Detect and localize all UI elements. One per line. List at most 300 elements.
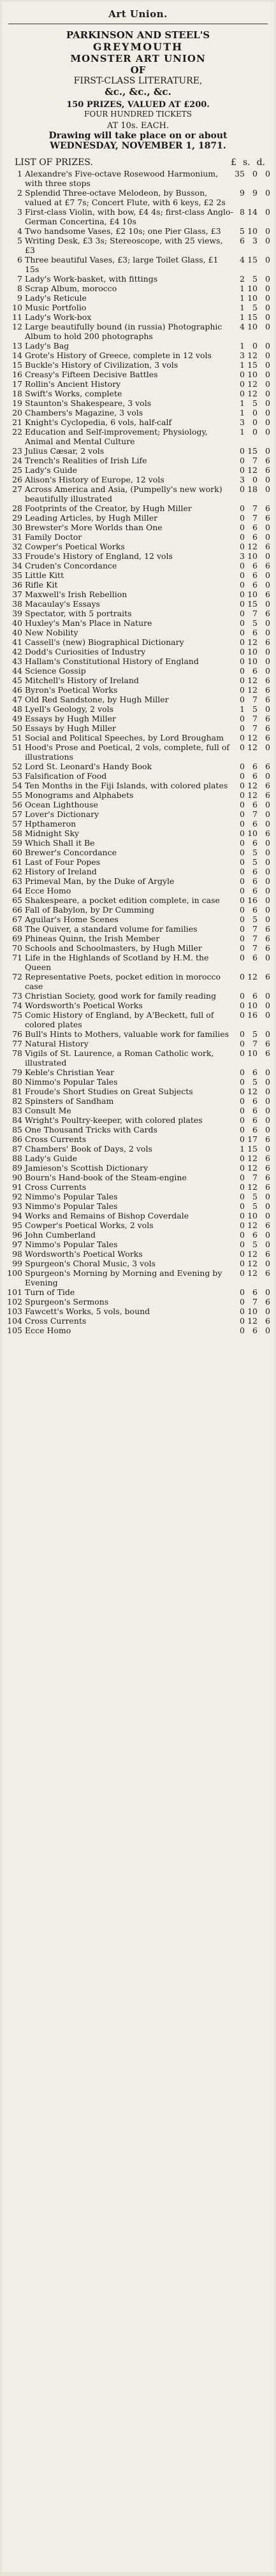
pounds: 0 xyxy=(240,1192,245,1201)
prize-description: Hpthameron xyxy=(25,819,76,829)
prize-description: Huxley's Man's Place in Nature xyxy=(25,618,152,628)
prize-value xyxy=(233,1211,270,1220)
pounds: 0 xyxy=(240,484,245,494)
prize-row xyxy=(6,800,270,809)
pence: 0 xyxy=(265,1326,270,1335)
shillings: 10 xyxy=(247,284,258,293)
pounds: 0 xyxy=(240,628,245,637)
prize-value xyxy=(233,1096,270,1106)
shillings: 12 xyxy=(247,637,258,647)
prize-description: Life in the Highlands of Scotland by H.M. the Queen xyxy=(25,953,209,972)
prize-description: Spinsters of Sandham xyxy=(25,1096,114,1106)
pounds: 0 xyxy=(240,714,245,723)
pence: 0 xyxy=(265,169,270,178)
prize-number: 78 xyxy=(12,1048,22,1058)
prize-row xyxy=(6,475,270,484)
prize-row xyxy=(6,723,270,733)
shillings: 10 xyxy=(247,590,258,599)
prize-number: 10 xyxy=(12,303,22,312)
prize-value xyxy=(233,723,270,733)
prize-description: Schools and Schoolmasters, by Hugh Miller xyxy=(25,943,202,953)
prize-number: 54 xyxy=(12,781,22,790)
prize-row xyxy=(6,637,270,647)
pounds: 0 xyxy=(240,513,245,523)
prize-row xyxy=(6,389,270,398)
prize-value xyxy=(233,628,270,637)
pence: 0 xyxy=(265,370,270,379)
prize-row xyxy=(6,456,270,465)
pounds: 1 xyxy=(240,312,245,322)
pence: 6 xyxy=(265,609,270,618)
pounds: 0 xyxy=(240,618,245,628)
pounds: 35 xyxy=(235,169,245,178)
prize-value xyxy=(233,590,270,599)
prize-value xyxy=(233,1326,270,1335)
pence: 6 xyxy=(265,723,270,733)
prize-description: Fall of Babylon, by Dr Cumming xyxy=(25,905,154,915)
prize-value xyxy=(233,1077,270,1087)
prize-value xyxy=(233,484,270,494)
prize-description: Lady's Guide xyxy=(25,465,78,475)
prize-number: 101 xyxy=(7,1287,22,1297)
prize-number: 28 xyxy=(12,503,22,513)
prize-row xyxy=(6,905,270,915)
shillings: 5 xyxy=(252,303,258,312)
shillings: 12 xyxy=(247,465,258,475)
pence: 0 xyxy=(265,284,270,293)
prize-number: 43 xyxy=(12,656,22,666)
shillings: 12 xyxy=(247,781,258,790)
prize-number: 48 xyxy=(12,704,22,714)
prize-value xyxy=(233,341,270,351)
prize-value xyxy=(233,1287,270,1297)
pounds: 1 xyxy=(240,341,245,351)
prize-value xyxy=(233,570,270,580)
prize-number: 16 xyxy=(12,370,22,379)
prize-list xyxy=(2,169,274,1335)
prize-row xyxy=(6,293,270,303)
prize-description: Lady's Guide xyxy=(25,1154,78,1163)
prize-value xyxy=(233,446,270,456)
shillings: 6 xyxy=(252,628,258,637)
prize-value xyxy=(233,618,270,628)
pence: 0 xyxy=(265,656,270,666)
prize-row xyxy=(6,408,270,417)
prize-row xyxy=(6,351,270,360)
pence: 6 xyxy=(265,733,270,742)
prize-description: Shakespeare, a pocket edition complete, in case xyxy=(25,895,220,905)
shillings: 17 xyxy=(247,1134,258,1144)
pence: 6 xyxy=(265,503,270,513)
pence: 0 xyxy=(265,303,270,312)
prize-description: Staunton's Shakespeare, 3 vols xyxy=(25,398,152,408)
pence: 0 xyxy=(265,1211,270,1220)
shillings: 7 xyxy=(252,924,258,934)
prize-value xyxy=(233,427,270,437)
pence: 6 xyxy=(265,790,270,800)
prize-description: Music Portfolio xyxy=(25,303,87,312)
prize-row xyxy=(6,714,270,723)
pence: 0 xyxy=(265,274,270,284)
pence-col: d. xyxy=(256,157,265,168)
prize-number: 75 xyxy=(12,1010,22,1020)
prize-description: Nimmo's Popular Tales xyxy=(25,1077,118,1087)
prize-value xyxy=(233,1039,270,1048)
pounds: 0 xyxy=(240,1125,245,1134)
pounds: 0 xyxy=(240,456,245,465)
pounds: 0 xyxy=(240,800,245,809)
prize-row xyxy=(6,886,270,895)
pence: 6 xyxy=(265,829,270,838)
pence: 0 xyxy=(265,475,270,484)
pence: 0 xyxy=(265,341,270,351)
shillings: 6 xyxy=(252,1287,258,1297)
pence: 6 xyxy=(265,513,270,523)
prize-value xyxy=(233,781,270,790)
shillings: 12 xyxy=(247,389,258,398)
pence: 6 xyxy=(265,695,270,704)
pounds: 0 xyxy=(240,1173,245,1182)
prize-description: Phineas Quinn, the Irish Member xyxy=(25,934,160,943)
pounds: 0 xyxy=(240,867,245,876)
prize-row xyxy=(6,1240,270,1249)
pence: 0 xyxy=(265,322,270,331)
currency-columns xyxy=(221,157,265,168)
pence: 0 xyxy=(265,1106,270,1115)
prize-row xyxy=(6,1154,270,1163)
prize-value xyxy=(233,1115,270,1125)
prize-row xyxy=(6,1211,270,1220)
prize-description: Ecce Homo xyxy=(25,886,71,895)
prize-description: Turn of Tide xyxy=(25,1287,75,1297)
shillings: 6 xyxy=(252,838,258,848)
shillings: 6 xyxy=(252,867,258,876)
prize-value xyxy=(233,1163,270,1173)
event-title: MONSTER ART UNION xyxy=(70,53,206,64)
prize-description: Rifle Kit xyxy=(25,580,58,590)
prize-value xyxy=(233,1001,270,1010)
prize-value xyxy=(233,561,270,570)
prize-description: Brewster's More Worlds than One xyxy=(25,523,163,532)
pence: 0 xyxy=(265,1001,270,1010)
prize-description: Maxwell's Irish Rebellion xyxy=(25,590,127,599)
prize-row xyxy=(6,284,270,293)
prize-row xyxy=(6,867,270,876)
shillings: 12 xyxy=(247,1163,258,1173)
prize-description: Froude's History of England, 12 vols xyxy=(25,551,173,561)
pounds: 0 xyxy=(240,561,245,570)
prize-description: Lady's Work-basket, with fittings xyxy=(25,274,158,284)
pence: 0 xyxy=(265,312,270,322)
pounds-col: £ xyxy=(231,157,236,168)
prize-description: Vigils of St. Laurence, a Roman Catholic work, illustrated xyxy=(25,1048,214,1067)
pence: 0 xyxy=(265,628,270,637)
prize-value xyxy=(233,360,270,370)
pence: 0 xyxy=(265,876,270,886)
shillings: 12 xyxy=(247,790,258,800)
prize-row xyxy=(6,609,270,618)
prize-row xyxy=(6,169,270,188)
prize-value xyxy=(233,704,270,714)
pence: 6 xyxy=(265,1163,270,1173)
prize-row xyxy=(6,1297,270,1306)
pence: 0 xyxy=(265,1240,270,1249)
prize-value xyxy=(233,1029,270,1039)
prize-description: Cowper's Poetical Works, 2 vols xyxy=(25,1220,154,1230)
pence: 0 xyxy=(265,618,270,628)
prize-row xyxy=(6,1001,270,1010)
prize-row xyxy=(6,1096,270,1106)
pence: 0 xyxy=(265,360,270,370)
pounds: 0 xyxy=(240,1182,245,1192)
pounds: 0 xyxy=(240,838,245,848)
pence: 6 xyxy=(265,1154,270,1163)
prize-value xyxy=(233,1249,270,1259)
prize-value xyxy=(233,1010,270,1020)
shillings: 7 xyxy=(252,1173,258,1182)
prize-value xyxy=(233,542,270,551)
prize-row xyxy=(6,590,270,599)
pounds: 0 xyxy=(240,1134,245,1144)
shillings: 0 xyxy=(252,475,258,484)
prize-number: 96 xyxy=(12,1230,22,1240)
prize-description: Hood's Prose and Poetical, 2 vols, complete, full of illustrations xyxy=(25,742,230,762)
prize-description: Froude's Short Studies on Great Subjects xyxy=(25,1087,193,1096)
prize-value xyxy=(233,943,270,953)
prize-value xyxy=(233,676,270,685)
pounds: 0 xyxy=(240,379,245,389)
shillings: 6 xyxy=(252,886,258,895)
prizes-summary: 150 PRIZES, VALUED AT £200. xyxy=(66,100,210,110)
prize-value xyxy=(233,1125,270,1134)
pounds: 1 xyxy=(240,360,245,370)
prize-row xyxy=(6,580,270,590)
prize-value xyxy=(233,714,270,723)
shillings: 5 xyxy=(252,704,258,714)
prize-number: 98 xyxy=(12,1249,22,1259)
prize-row xyxy=(6,790,270,800)
pounds: 0 xyxy=(240,876,245,886)
prize-value xyxy=(233,742,270,752)
pence: 6 xyxy=(265,924,270,934)
prize-value xyxy=(233,1134,270,1144)
prize-number: 72 xyxy=(12,972,22,981)
pounds: 3 xyxy=(240,551,245,561)
pounds: 0 xyxy=(240,857,245,867)
prize-description: John Cumberland xyxy=(25,1230,96,1240)
shillings: 5 xyxy=(252,1192,258,1201)
prize-description: Cassell's (new) Biographical Dictionary xyxy=(25,637,184,647)
prize-number: 58 xyxy=(12,829,22,838)
pounds: 0 xyxy=(240,590,245,599)
shillings: 6 xyxy=(252,1125,258,1134)
prize-number: 38 xyxy=(12,599,22,609)
pounds: 0 xyxy=(240,733,245,742)
prize-number: 34 xyxy=(12,561,22,570)
prize-value xyxy=(233,972,270,981)
shillings: 12 xyxy=(247,685,258,695)
shillings: 10 xyxy=(247,1048,258,1058)
pence: 0 xyxy=(265,867,270,876)
prize-list-header xyxy=(15,157,265,168)
pounds: 0 xyxy=(240,695,245,704)
prize-description: Splendid Three-octave Melodeon, by Busson, valued at £7 7s; Concert Flute, with 6 keys, £2 2s xyxy=(25,188,226,207)
pence: 0 xyxy=(265,379,270,389)
prize-number: 2 xyxy=(17,188,22,198)
prize-description: Ecce Homo xyxy=(25,1326,71,1335)
shillings: 0 xyxy=(252,341,258,351)
shillings: 6 xyxy=(252,1067,258,1077)
prize-description: Consult Me xyxy=(25,1106,71,1115)
prize-description: Three beautiful Vases, £3; large Toilet Glass, £1 15s xyxy=(25,255,219,274)
prize-value xyxy=(233,207,270,217)
prize-description: Natural History xyxy=(25,1039,89,1048)
prize-number: 3 xyxy=(17,207,22,217)
prize-value xyxy=(233,284,270,293)
pounds: 0 xyxy=(240,523,245,532)
prize-number: 76 xyxy=(12,1029,22,1039)
pence: 6 xyxy=(265,1268,270,1278)
shillings: 10 xyxy=(247,656,258,666)
prize-value xyxy=(233,1182,270,1192)
prize-description: Alison's History of Europe, 12 vols xyxy=(25,475,164,484)
prize-number: 93 xyxy=(12,1201,22,1211)
pounds: 0 xyxy=(240,943,245,953)
prize-row xyxy=(6,1010,270,1029)
pounds: 0 xyxy=(240,905,245,915)
prize-description: Essays by Hugh Miller xyxy=(25,723,117,733)
prize-value xyxy=(233,513,270,523)
pounds: 3 xyxy=(240,351,245,360)
pounds: 0 xyxy=(240,676,245,685)
prize-number: 26 xyxy=(12,475,22,484)
prize-number: 35 xyxy=(12,570,22,580)
pence: 0 xyxy=(265,293,270,303)
pounds: 0 xyxy=(240,1077,245,1087)
prize-value xyxy=(233,762,270,771)
prize-number: 9 xyxy=(17,293,22,303)
prize-number: 62 xyxy=(12,867,22,876)
prize-number: 30 xyxy=(12,523,22,532)
shillings: 12 xyxy=(247,1087,258,1096)
pence: 6 xyxy=(265,1297,270,1306)
prize-value xyxy=(233,551,270,561)
prize-description: Cruden's Concordance xyxy=(25,561,117,570)
prize-description: Midnight Sky xyxy=(25,829,80,838)
prize-row xyxy=(6,312,270,322)
pence: 6 xyxy=(265,1249,270,1259)
prize-number: 103 xyxy=(7,1306,22,1316)
prize-number: 19 xyxy=(12,398,22,408)
prize-value xyxy=(233,656,270,666)
prize-number: 104 xyxy=(7,1316,22,1326)
prize-value xyxy=(233,819,270,829)
pounds: 0 xyxy=(240,1115,245,1125)
prize-description: First-class Violin, with bow, £4 4s; first-class Anglo-German Concertina, £4 10s xyxy=(25,207,233,226)
prize-description: Essays by Hugh Miller xyxy=(25,714,117,723)
prize-number: 6 xyxy=(17,255,22,264)
shillings: 16 xyxy=(247,895,258,905)
prize-description: Lord St. Leonard's Handy Book xyxy=(25,762,152,771)
drawing-date: WEDNESDAY, NOVEMBER 1, 1871. xyxy=(50,141,226,151)
prize-description: Nimmo's Popular Tales xyxy=(25,1240,118,1249)
prize-value xyxy=(233,829,270,838)
prize-value xyxy=(233,370,270,379)
shillings: 10 xyxy=(247,226,258,236)
prize-number: 55 xyxy=(12,790,22,800)
shillings: 7 xyxy=(252,714,258,723)
prize-number: 20 xyxy=(12,408,22,417)
shillings: 12 xyxy=(247,733,258,742)
prize-value xyxy=(233,848,270,857)
shillings: 16 xyxy=(247,1010,258,1020)
pence: 0 xyxy=(265,484,270,494)
prize-description: Knight's Cyclopedia, 6 vols, half-calf xyxy=(25,417,172,427)
prize-description: Family Doctor xyxy=(25,532,82,542)
pounds: 0 xyxy=(240,1096,245,1106)
prize-value xyxy=(233,255,270,264)
pounds: 1 xyxy=(240,398,245,408)
prize-number: 14 xyxy=(12,351,22,360)
shillings: 15 xyxy=(247,312,258,322)
prize-value xyxy=(233,1268,270,1278)
prize-row xyxy=(6,360,270,370)
prize-row xyxy=(6,379,270,389)
prize-description: Spectator, with 5 portraits xyxy=(25,609,132,618)
prize-row xyxy=(6,341,270,351)
prize-value xyxy=(233,733,270,742)
prize-value xyxy=(233,293,270,303)
shillings: 5 xyxy=(252,618,258,628)
prize-description: Comic History of England, by A'Beckett, full of colored plates xyxy=(25,1010,214,1029)
pounds: 0 xyxy=(240,1287,245,1297)
pounds: 5 xyxy=(240,226,245,236)
shillings: 9 xyxy=(252,188,258,198)
prize-value xyxy=(233,312,270,322)
prize-value xyxy=(233,169,270,178)
prize-value xyxy=(233,274,270,284)
pence: 0 xyxy=(265,351,270,360)
pounds: 0 xyxy=(240,1259,245,1268)
prize-number: 67 xyxy=(12,915,22,924)
prize-value xyxy=(233,1297,270,1306)
prize-value xyxy=(233,1306,270,1316)
pounds: 0 xyxy=(240,370,245,379)
prize-description: Nimmo's Popular Tales xyxy=(25,1192,118,1201)
prize-row xyxy=(6,829,270,838)
shillings: 6 xyxy=(252,771,258,781)
shillings: 10 xyxy=(247,647,258,656)
prize-number: 51 xyxy=(12,733,22,742)
prize-number: 46 xyxy=(12,685,22,695)
prize-row xyxy=(6,781,270,790)
prize-value xyxy=(233,303,270,312)
advertiser-name: PARKINSON AND STEEL'S xyxy=(66,29,210,41)
prize-description: Christian Society, good work for family reading xyxy=(25,991,217,1001)
prize-value xyxy=(233,905,270,915)
prize-number: 49 xyxy=(12,714,22,723)
prize-row xyxy=(6,666,270,676)
prize-row xyxy=(6,561,270,570)
shillings: 7 xyxy=(252,943,258,953)
prize-number: 25 xyxy=(12,465,22,475)
pence: 0 xyxy=(265,226,270,236)
prize-row xyxy=(6,226,270,236)
shillings: 6 xyxy=(252,580,258,590)
shillings: 15 xyxy=(247,255,258,264)
shillings: 15 xyxy=(247,360,258,370)
pounds: 0 xyxy=(240,1316,245,1326)
